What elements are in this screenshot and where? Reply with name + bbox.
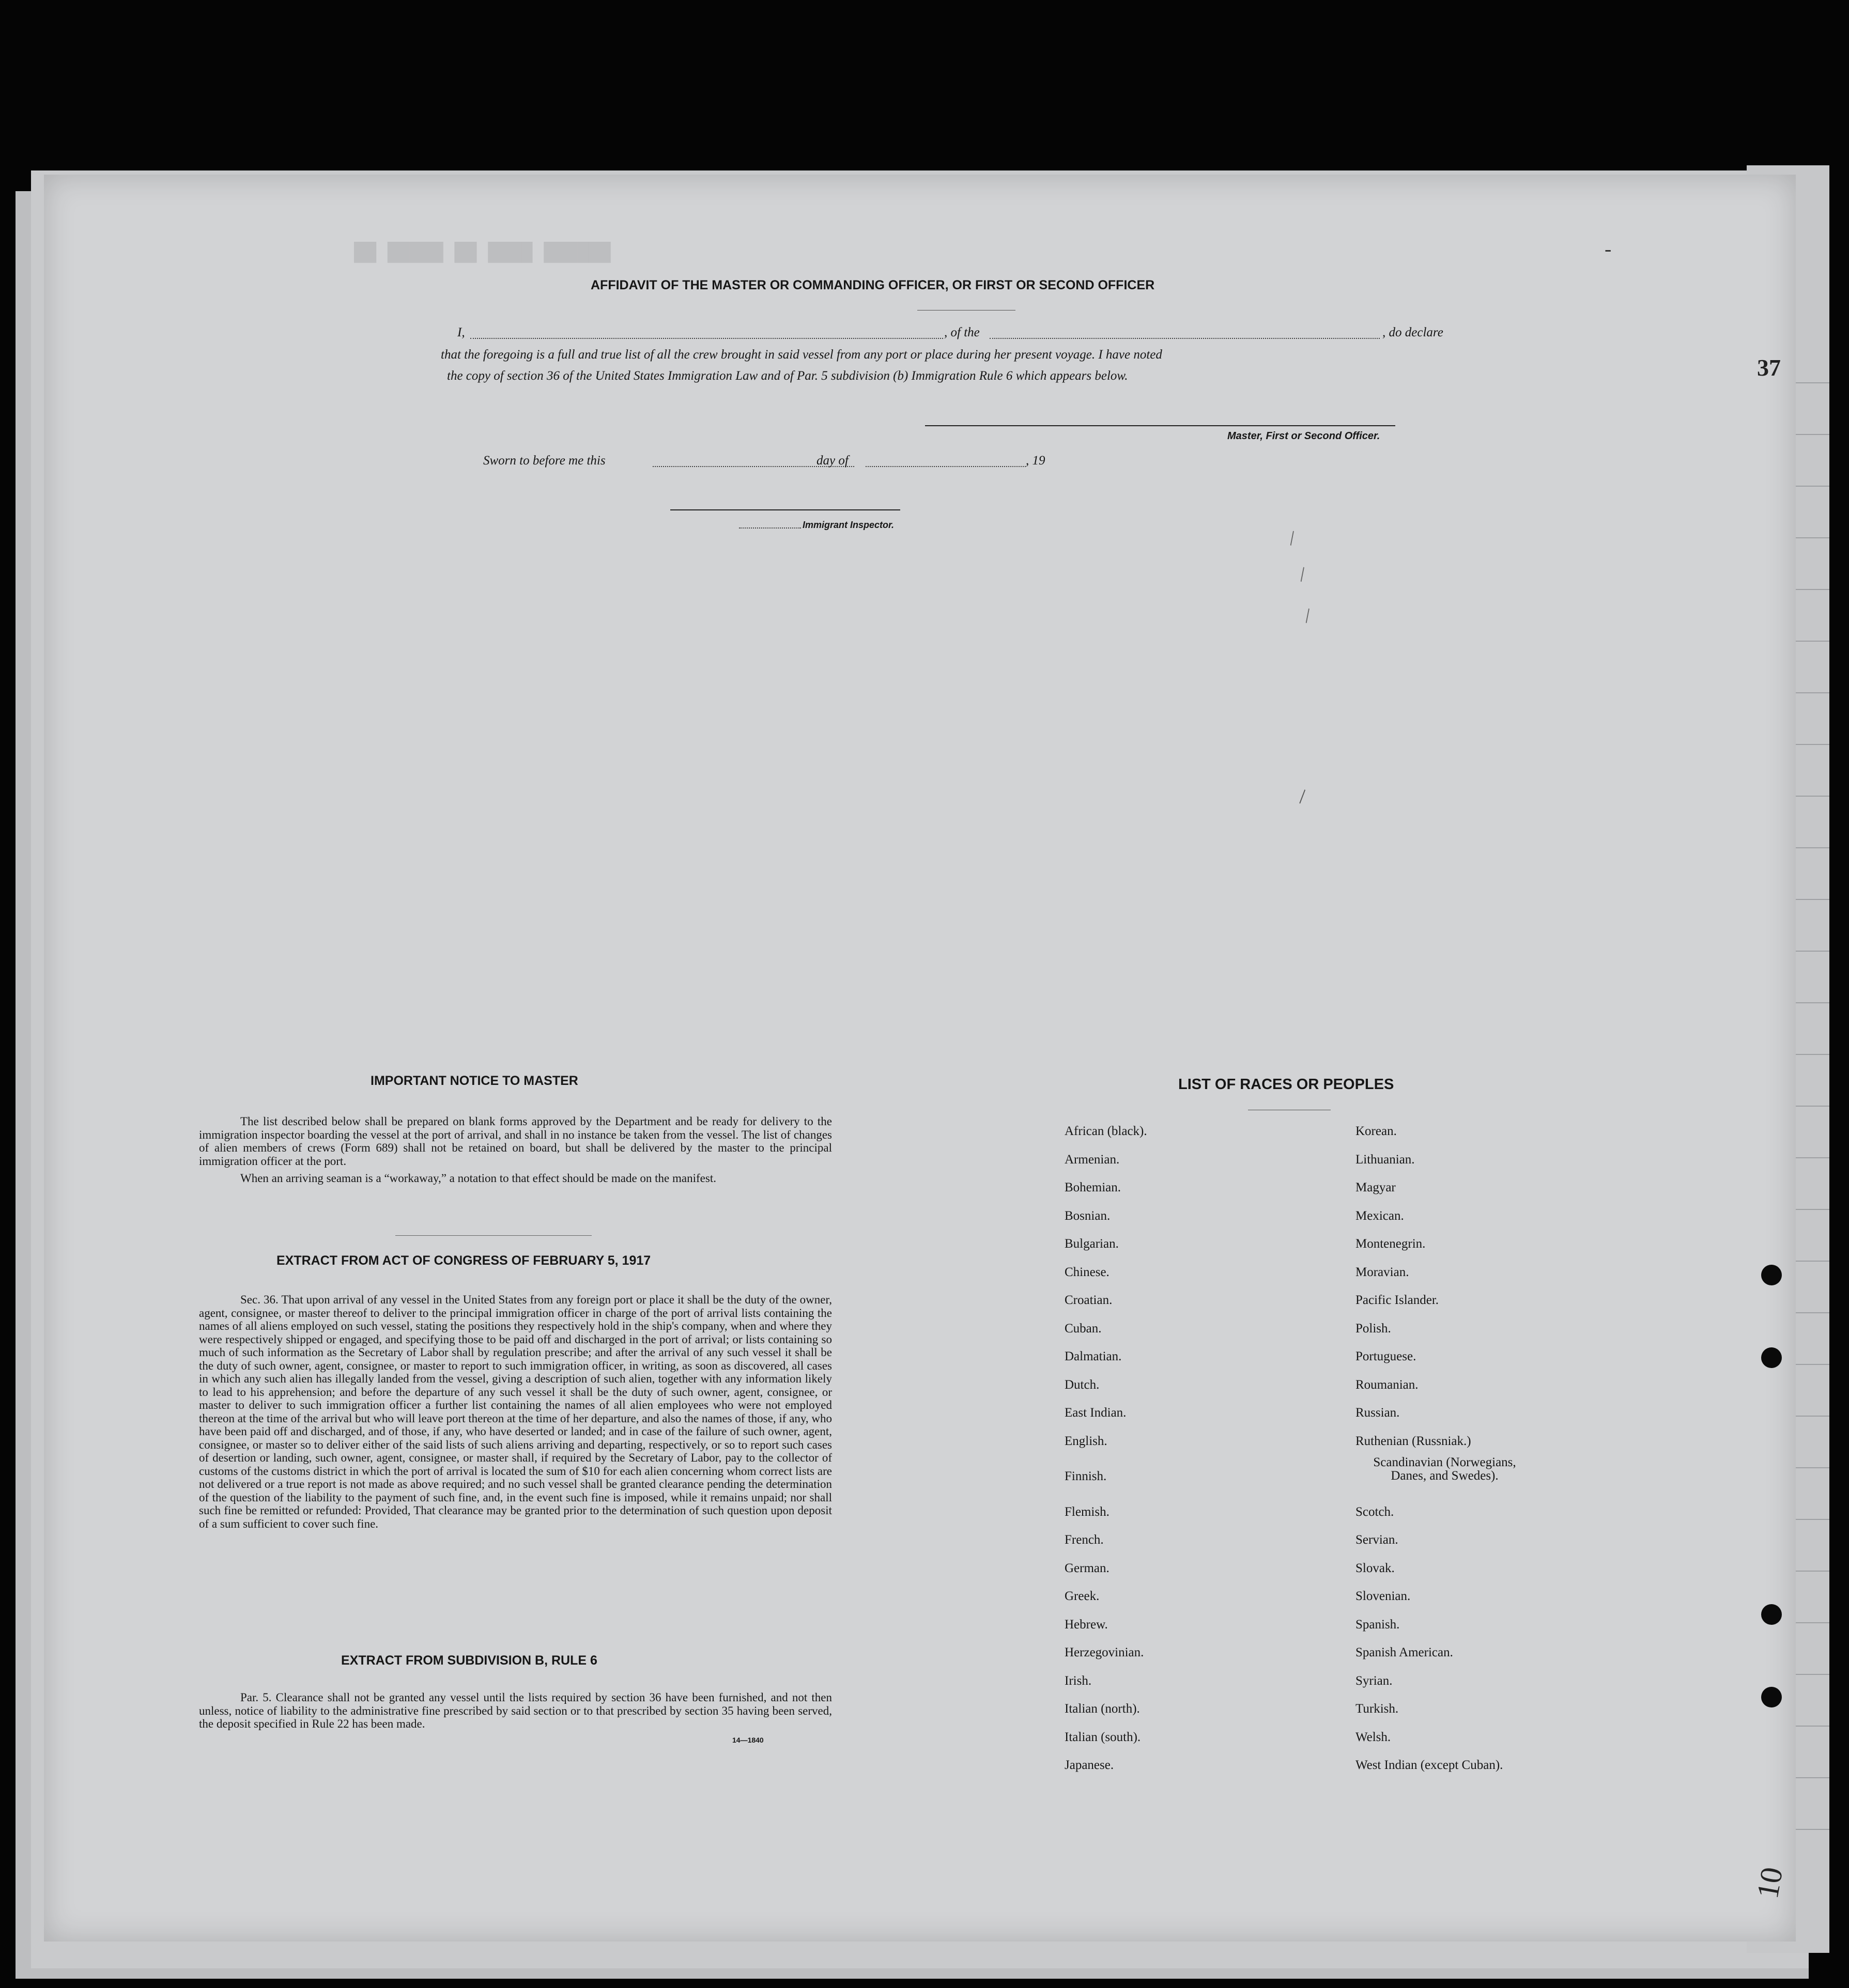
race-left-item: Greek. (1065, 1589, 1100, 1603)
sworn-label: Sworn to before me this (483, 454, 606, 468)
race-left-item: Herzegovinian. (1065, 1645, 1144, 1659)
master-signature-label: Master, First or Second Officer. (1227, 430, 1380, 442)
race-right-item: Slovenian. (1355, 1589, 1411, 1603)
race-left-item: Armenian. (1065, 1152, 1120, 1167)
affidavit-line2: that the foregoing is a full and true list of all the crew brought in said vessel from any port or place during her present voyage. I have noted (441, 348, 1162, 362)
race-right-item: Scotch. (1355, 1504, 1394, 1519)
race-left-item: Dutch. (1065, 1377, 1100, 1392)
race-left-item: Cuban. (1065, 1321, 1102, 1335)
punch-hole (1761, 1265, 1782, 1285)
inspector-label: Immigrant Inspector. (803, 520, 895, 530)
race-right-item: Montenegrin. (1355, 1237, 1426, 1251)
extract-rule-title: EXTRACT FROM SUBDIVISION B, RULE 6 (341, 1653, 597, 1668)
notice-paragraph-2: When an arriving seaman is a “workaway,” a notation to that effect should be made on the manifest. (240, 1172, 716, 1185)
inspector-signature-line[interactable] (670, 509, 900, 510)
race-right-item: Korean. (1355, 1124, 1397, 1138)
race-right-item: Russian. (1355, 1406, 1400, 1420)
race-right-item: Moravian. (1355, 1265, 1409, 1279)
race-right-item: Welsh. (1355, 1730, 1391, 1744)
race-right-item: Mexican. (1355, 1208, 1404, 1223)
race-left-item: German. (1065, 1561, 1110, 1575)
extract-act-title: EXTRACT FROM ACT OF CONGRESS OF FEBRUARY 5, 1917 (276, 1253, 651, 1268)
race-right-item: Servian. (1355, 1533, 1398, 1547)
name-blank[interactable] (470, 338, 943, 339)
race-right-item: Lithuanian. (1355, 1152, 1415, 1167)
race-right-item: Polish. (1355, 1321, 1391, 1335)
punch-hole (1761, 1347, 1782, 1368)
race-left-item: Bulgarian. (1065, 1237, 1119, 1251)
race-left-item: Finnish. (1065, 1469, 1107, 1483)
sworn-year-label: , 19 (1026, 454, 1045, 468)
race-right-item: Ruthenian (Russniak.) (1355, 1434, 1471, 1448)
extract-rule-text: Par. 5. Clearance shall not be granted any vessel until the lists required by section 36 have been furnished, and not then unless, notice of liability to the administrative fine prescribed by said section or to that prescribed by section 35 having been served, the deposit specified in Rule 22 has been made. (199, 1691, 832, 1730)
race-right-item: Roumanian. (1355, 1377, 1419, 1392)
notice-paragraph-1: The list described below shall be prepared on blank forms approved by the Department and be ready for delivery to the immigration inspector boarding the vessel at the port of arrival, and shall in no instance be taken from the vessel. The list of changes of alien members of crews (Form 689) shall not be retained on board, but shall be delivered by the master to the principal immigration officer at the port. (199, 1115, 832, 1168)
race-left-item: Irish. (1065, 1673, 1092, 1688)
race-left-item: Italian (south). (1065, 1730, 1141, 1744)
inspector-dots (739, 527, 801, 529)
race-left-item: Italian (north). (1065, 1702, 1140, 1716)
notice-divider (395, 1235, 592, 1236)
race-left-item: Croatian. (1065, 1293, 1113, 1307)
punch-hole (1761, 1604, 1782, 1625)
affidavit-line1-start: I, (457, 325, 465, 339)
form-number: 14—1840 (732, 1736, 764, 1744)
race-left-item: Flemish. (1065, 1504, 1110, 1519)
race-left-item: Japanese. (1065, 1758, 1114, 1772)
affidavit-line1-end: , do declare (1382, 325, 1443, 339)
race-left-item: English. (1065, 1434, 1107, 1448)
race-right-item: Spanish American. (1355, 1645, 1453, 1659)
affidavit-line1-mid: , of the (944, 325, 980, 339)
race-left-item: Chinese. (1065, 1265, 1110, 1279)
race-left-item: French. (1065, 1533, 1104, 1547)
race-right-item: Portuguese. (1355, 1349, 1416, 1363)
races-title: LIST OF RACES OR PEOPLES (1178, 1076, 1394, 1093)
race-left-item: African (black). (1065, 1124, 1147, 1138)
extract-act-text: Sec. 36. That upon arrival of any vessel in the United States from any foreign port or place it shall be the duty of the owner, agent, consignee, or master thereof to deliver to the principal immigration officer in charge of the port of arrival lists containing the names of all aliens employed on such vessel, stating the positions they respectively hold in the ship's company, when and where they were respectively shipped or engaged, and specifying those to be paid off and discharged in the port of arrival; or lists containing so much of such information as the Secretary of Labor shall by regulation prescribe; and after the arrival of any such vessel it shall be the duty of such owner, agent, consignee, or master to report to such immigration officer, in writing, as soon as discovered, all cases in which any such alien has illegally landed from the vessel, giving a description of such alien, together with any information likely to lead to his apprehension; and before the departure of any such vessel it shall be the duty of such owner, agent, consignee, or master to deliver to such immigration officer a further list containing the names of all alien employees who were not employed thereon at the time of the arrival but who will leave port thereon at the time of her departure, and also the names of those, if any, who have been paid off and discharged, and of those, if any, who have deserted or landed; and in case of the failure of such owner, agent, consignee, or master so to deliver either of the said lists of such aliens arriving and departing, respectively, or so to report such cases of desertion or landing, such owner, agent, consignee, or master shall, if required by the Secretary of Labor, pay to the collector of customs of the customs district in which the port of arrival is located the sum of $10 for each alien concerning whom correct lists are not delivered or a true report is not made as above required; and no such vessel shall be granted clearance pending the determination of the question of the liability to the payment of such fine, and, in the event such fine is imposed, while it remains unpaid; nor shall such fine be remitted or refunded: Provided, That clearance may be granted prior to the determination of such question upon deposit of a sum sufficient to cover such fine. (199, 1293, 832, 1530)
sworn-month-blank[interactable] (866, 466, 1026, 467)
race-right-item: Pacific Islander. (1355, 1293, 1439, 1307)
race-left-item: Hebrew. (1065, 1617, 1108, 1632)
vessel-blank[interactable] (990, 338, 1380, 339)
page-number: 37 (1757, 354, 1781, 381)
race-right-item: Turkish. (1355, 1702, 1399, 1716)
race-left-item: East Indian. (1065, 1406, 1127, 1420)
punch-hole (1761, 1687, 1782, 1707)
affidavit-title: AFFIDAVIT OF THE MASTER OR COMMANDING OFFICER, OR FIRST OR SECOND OFFICER (591, 278, 1155, 292)
notice-title: IMPORTANT NOTICE TO MASTER (371, 1074, 578, 1088)
sworn-day-label: day of (816, 454, 849, 468)
corner-mark: 10 (1750, 1865, 1790, 1901)
race-right-item: Spanish. (1355, 1617, 1400, 1632)
race-right-item: Syrian. (1355, 1673, 1393, 1688)
form-page: ██ █████ ██ ████ ██████ AFFIDAVIT OF THE MASTER OR COMMANDING OFFICER, OR FIRST OR SECOND OFFICER I, , of the , do declare that the foregoing is a full and true list of all the crew brought in said vessel from any port or place during her present voyage. I have noted the copy of section 36 of the United States Immigration Law and of Par. 5 subdivision (b) Immigration Rule 6 which appears below. Master, First or Second Officer. Sworn to before me this day of , 19 Immigrant Inspector. \ \ \ \ ‑ IMPORTANT NOTICE TO MASTER The list described below shall be prepared on blank forms approved by the Department and be ready for delivery to the immigration inspector boarding the vessel at the port of arrival, and shall in no instance be taken from the vessel. The list of changes of alien members of crews (Form 689) shall not be retained on board, but shall be delivered by the master to the principal immigration officer at the port. When an arriving seaman is a “workaway,” a notation to that effect should be made on the manifest. EXTRACT FROM ACT OF CONGRESS OF FEBRUARY 5, 1917 Sec. 36. That upon arrival of any vessel in the United States from any foreign port or place it shall be the duty of the owner, agent, consignee, or master thereof to deliver to the principal immigration officer in charge of the port of arrival lists containing the names of all aliens employed on such vessel, stating the positions they respectively hold in the ship's company, when and where they were respectively shipped or engaged, and specifying those to be paid off and discharged in the port of arrival; or lists containing so much of such information as the Secretary of Labor shall by regulation prescribe; and after the arrival of any such vessel it shall be the duty of such owner, agent, consignee, or master to report to such immigration officer, in writing, as soon as discovered, all cases in which any such alien has illegally landed from the vessel, giving a description of such alien, together with any information likely to lead to his apprehension; and before the departure of any such vessel it shall be the duty of such owner, agent, consignee, or master to deliver to such immigration officer a further list containing the names of all alien employees who were not employed thereon at the time of the arrival but who will leave port thereon at the time of her departure, and also the names of those, if any, who have been paid off and discharged, and of those, if any, who have deserted or landed; and in case of the failure of such owner, agent, consignee, or master so to deliver either of the said lists of such aliens arriving and departing, respectively, or so to report such cases of desertion or landing, such owner, agent, consignee, or master shall, if required by the Secretary of Labor, pay to the collector of customs of the customs district in which the port of arrival is located the sum of $10 for each alien concerning whom correct lists are not delivered or a true report is not made as above required; and no such vessel shall be granted clearance pending the determination of the question of the liability to the payment of such fine, and, in the event such fine is imposed, while it remains unpaid; nor shall such fine be remitted or refunded: Provided, That clearance may be granted prior to the determination of such question upon deposit of a sum sufficient to cover such fine. EXTRACT FROM SUBDIVISION B, RULE 6 Par. 5. Clearance shall not be granted any vessel until the lists required by section 36 have been furnished, and not then unless, notice of liability to the administrative fine prescribed by said section or to that prescribed by section 35 having been served, the deposit specified in Rule 22 has been made. 14—1840 LIST OF RACES OR PEOPLES African (black). Armenian. Bohemian. Bosnian. Bulgarian. Chinese. Croatian. Cuban. Dalmatian. Dutch. East Indian. English. Finnish. Flemish. French. German. Greek. Hebrew. Herzegovinian. Irish. Italian (north). Italian (south). Japanese. Korean. Lithuanian. Magyar Mexican. Montenegrin. Moravian. Pacific Islander. Polish. Portuguese. Roumanian. Russian. Ruthenian (Russniak.) Scandinavian (Norwegians, Danes, and Swedes). Scotch. Servian. Slovak. Slovenian. Spanish. Spanish American. Syrian. Turkish. Welsh. West Indian (except Cuban). (44, 175, 1796, 1942)
race-right-item: Magyar (1355, 1181, 1396, 1194)
master-signature-line[interactable] (925, 425, 1395, 426)
affidavit-line3: the copy of section 36 of the United States Immigration Law and of Par. 5 subdivision (b) Immigration Rule 6 which appears below. (447, 369, 1128, 383)
race-left-item: Dalmatian. (1065, 1349, 1122, 1363)
race-left-item: Bosnian. (1065, 1208, 1111, 1223)
race-left-item: Bohemian. (1065, 1181, 1121, 1194)
race-right-item: West Indian (except Cuban). (1355, 1758, 1503, 1772)
race-right-item: Scandinavian (Norwegians, Danes, and Swedes). (1373, 1455, 1516, 1483)
race-right-item: Slovak. (1355, 1561, 1395, 1575)
